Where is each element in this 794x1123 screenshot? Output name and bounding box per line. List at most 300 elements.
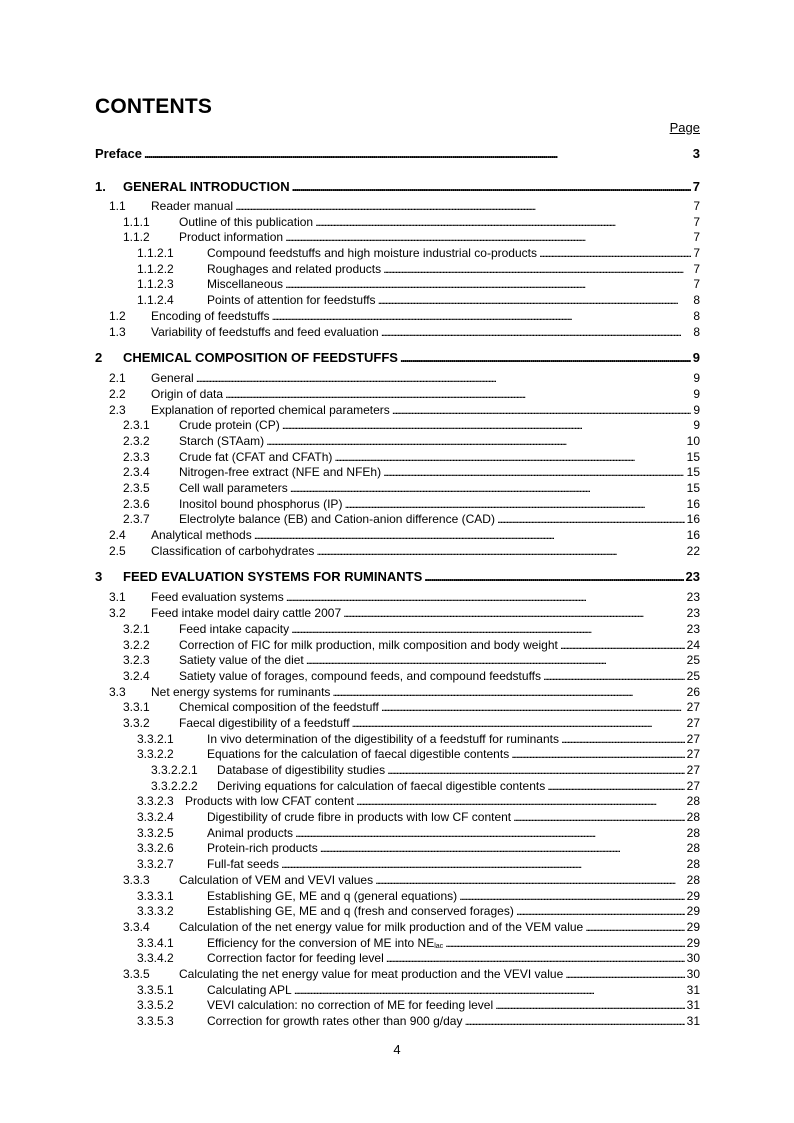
toc-entry-title-text: Deriving equations for calculation of faecal digestible contents — [217, 778, 546, 793]
dot-leader — [543, 669, 685, 685]
toc-entry-title — [179, 873, 373, 889]
toc-entry-number: 1.1.2.2 — [137, 261, 174, 276]
toc-entry-page: 3 — [692, 146, 700, 161]
dot-leader — [539, 246, 691, 262]
toc-entry[interactable] — [95, 512, 700, 528]
toc-entry-number: 3.3.2.2 — [137, 747, 174, 762]
toc-entry-number: 3.3.3 — [123, 872, 150, 887]
toc-entry-title-text: Chemical composition of the feedstuff — [179, 700, 379, 715]
dot-leader — [235, 199, 691, 215]
toc-entry-page: 29 — [686, 919, 700, 934]
toc-entry-page: 25 — [686, 668, 700, 683]
toc-entry-number: 3.3.2.3 — [137, 794, 174, 809]
toc-entry-page: 29 — [686, 904, 700, 919]
toc-entry-page: 23 — [686, 621, 700, 636]
toc-entry-title-text: Products with low CFAT content — [185, 794, 354, 809]
toc-entry-number: 3.3.5.3 — [137, 1014, 174, 1028]
toc-entry-title — [179, 716, 350, 732]
toc-entry[interactable] — [95, 951, 700, 967]
toc-entry[interactable] — [95, 732, 700, 748]
toc-entry-title — [151, 371, 194, 387]
toc-entry[interactable] — [95, 904, 700, 920]
page-title: CONTENTS — [95, 95, 213, 118]
toc-entry-number: 3.3.2.4 — [137, 810, 174, 825]
toc-entry[interactable] — [95, 826, 700, 842]
toc-entry-title-text: Digestibility of crude fibre in products with low CF content — [207, 810, 512, 825]
toc-entry[interactable] — [95, 794, 700, 810]
toc-entry-page: 23 — [686, 606, 700, 621]
toc-entry-title-text: Satiety value of forages, compound feeds, and compound feedstuffs — [179, 668, 542, 683]
toc-entry-title-text: Full-fat seeds — [207, 857, 280, 872]
toc-entry-number: 1.1.1 — [123, 214, 150, 229]
toc-entry-title-text: Animal products — [207, 825, 294, 840]
toc-entry[interactable] — [95, 293, 700, 309]
toc-entry-page: 26 — [686, 684, 700, 699]
toc-entry[interactable] — [95, 669, 700, 685]
dot-leader — [254, 528, 685, 544]
dot-leader — [464, 1014, 684, 1030]
toc-entry-title-text: VEVI calculation: no correction of ME for feeding level — [207, 998, 494, 1013]
toc-entry-number: 1.1 — [109, 199, 126, 213]
dot-leader — [565, 967, 684, 983]
toc-entry-title-text: In vivo determination of the digestibility of a feedstuff for ruminants — [207, 731, 559, 746]
toc-entry-title — [151, 544, 314, 560]
toc-entry-number: 1.1.2.1 — [137, 246, 174, 261]
toc-entry-page: 29 — [686, 888, 700, 903]
toc-entry-page: 15 — [686, 465, 700, 480]
toc-entry-title-text: Roughages and related products — [207, 261, 382, 276]
toc-entry-title — [217, 779, 545, 795]
toc-entry-title — [179, 418, 280, 434]
dot-leader — [424, 567, 683, 586]
toc-entry-title-text: Feed intake capacity — [179, 621, 290, 636]
toc-entry-number: 3 — [95, 569, 103, 585]
toc-entry-title — [207, 951, 384, 967]
dot-leader — [281, 857, 685, 873]
toc-entry-title — [179, 700, 379, 716]
toc-entry[interactable] — [95, 450, 700, 466]
toc-entry-title-text: Establishing GE, ME and q (fresh and conserved forages) — [207, 904, 514, 919]
toc-entry[interactable] — [95, 606, 700, 622]
toc-entry-page: 10 — [686, 433, 700, 448]
toc-entry-title — [151, 387, 223, 403]
toc-entry[interactable] — [95, 403, 700, 419]
dot-leader — [561, 732, 685, 748]
toc-entry-title — [179, 967, 563, 983]
toc-entry-title-text: Correction factor for feeding level — [207, 951, 384, 966]
toc-entry-title-text: Efficiency for the conversion of ME into NE — [207, 935, 435, 950]
toc-entry-title — [123, 348, 398, 367]
toc-entry[interactable] — [95, 465, 700, 481]
toc-entry-page: 31 — [686, 998, 700, 1013]
toc-entry-page: 8 — [693, 293, 700, 308]
toc-entry-page: 23 — [685, 569, 700, 585]
toc-entry-title — [207, 1014, 462, 1030]
toc-entry-title-text: Feed evaluation systems — [151, 590, 284, 605]
dot-leader — [352, 716, 685, 732]
toc-entry-page: 16 — [686, 512, 700, 527]
toc-entry-title — [151, 528, 252, 544]
dot-leader — [306, 653, 685, 669]
dot-leader — [285, 230, 691, 246]
toc-entry-page: 24 — [686, 637, 700, 652]
toc-entry-title-text: Database of digestibility studies — [217, 763, 386, 777]
toc-entry[interactable] — [95, 567, 700, 586]
toc-entry-page: 28 — [686, 794, 700, 809]
toc-entry[interactable] — [95, 434, 700, 450]
toc-entry-title — [151, 590, 284, 606]
dot-leader — [383, 465, 685, 481]
page-number: 4 — [393, 1042, 401, 1057]
toc-entry-subscript: lac — [434, 942, 444, 950]
toc-entry[interactable] — [95, 230, 700, 246]
toc-entry-number: 3.3 — [109, 684, 126, 699]
toc-entry-page: 7 — [693, 230, 700, 245]
toc-entry-page: 27 — [686, 731, 700, 746]
dot-leader — [291, 622, 685, 638]
toc-entry-title-text: Product information — [179, 230, 284, 245]
toc-entry-title-text: Net energy systems for ruminants — [151, 684, 331, 699]
dot-leader — [294, 983, 685, 999]
toc-entry[interactable] — [95, 779, 700, 795]
dot-leader — [378, 293, 692, 309]
dot-leader — [343, 606, 685, 622]
dot-leader — [560, 638, 685, 654]
dot-leader — [585, 920, 684, 936]
toc-entry-title — [207, 904, 514, 920]
toc-entry-page: 9 — [693, 371, 700, 386]
toc-entry-title — [207, 826, 293, 842]
toc-entry-number: 3.3.5 — [123, 966, 150, 981]
toc-entry-page: 31 — [686, 982, 700, 997]
toc-entry-page: 15 — [686, 481, 700, 495]
toc-entry[interactable] — [95, 144, 700, 163]
toc-entry-title-text: Equations for the calculation of faecal digestible contents — [207, 747, 510, 762]
toc-entry-title — [207, 293, 376, 309]
toc-entry-number: 3.3.1 — [123, 700, 150, 715]
toc-entry-page: 29 — [686, 935, 700, 950]
toc-entry-number: 2.3.1 — [123, 418, 150, 433]
dot-leader — [292, 177, 691, 196]
toc-entry-page: 7 — [693, 261, 700, 276]
toc-entry-title-text: Protein-rich products — [207, 841, 318, 856]
toc-entry-title — [151, 403, 390, 419]
dot-leader — [392, 403, 692, 419]
toc-entry-title — [123, 567, 422, 586]
toc-entry-number: 2.3.3 — [123, 449, 150, 464]
toc-entry-title — [151, 325, 379, 341]
toc-entry-number: 3.3.3.1 — [137, 888, 174, 903]
toc-entry-title-text: Starch (STAam) — [179, 433, 265, 448]
toc-entry-number: 3.3.4.1 — [137, 935, 174, 950]
toc-entry[interactable] — [95, 544, 700, 560]
dot-leader — [547, 779, 684, 795]
toc-entry-page: 16 — [686, 496, 700, 511]
toc-entry-title-text: Correction for growth rates other than 900 g/day — [207, 1014, 463, 1028]
toc-entry[interactable] — [95, 348, 700, 367]
toc-entry-page: 8 — [693, 308, 700, 323]
toc-entry-page: 27 — [686, 715, 700, 730]
toc-entry-title-text: GENERAL INTRODUCTION — [123, 179, 290, 194]
table-of-contents — [95, 144, 700, 1030]
toc-entry[interactable] — [95, 590, 700, 606]
toc-entry-page: 23 — [686, 590, 700, 605]
toc-entry[interactable] — [95, 387, 700, 403]
toc-entry-title-text: FEED EVALUATION SYSTEMS FOR RUMINANTS — [123, 569, 423, 585]
toc-entry-number: 2.2 — [109, 386, 126, 401]
toc-entry-title-text: Reader manual — [151, 199, 234, 213]
toc-entry-number: 1.2 — [109, 308, 126, 323]
dot-leader — [386, 951, 685, 967]
dot-leader — [375, 873, 685, 889]
toc-entry[interactable] — [95, 685, 700, 701]
toc-entry-title-text: Compound feedstuffs and high moisture industrial co-products — [207, 246, 537, 261]
toc-entry-number: 2.5 — [109, 543, 126, 558]
toc-entry[interactable] — [95, 967, 700, 983]
toc-entry-number: 2.3.2 — [123, 433, 150, 448]
toc-entry-number: 3.2.3 — [123, 653, 150, 668]
toc-entry-number: 2.3 — [109, 402, 126, 417]
toc-entry-page: 31 — [686, 1014, 700, 1028]
toc-entry-title — [207, 857, 279, 873]
toc-entry-title — [179, 622, 289, 638]
dot-leader — [334, 450, 684, 466]
dot-leader — [381, 700, 685, 716]
toc-entry-title — [207, 246, 537, 262]
dot-leader — [320, 841, 685, 857]
toc-entry-number: 2.3.7 — [123, 512, 150, 527]
toc-entry-title-text: Calculation of the net energy value for milk production and of the VEM value — [179, 919, 584, 934]
dot-leader — [196, 371, 692, 387]
toc-entry[interactable] — [95, 983, 700, 999]
toc-entry-page: 9 — [693, 386, 700, 401]
toc-entry[interactable] — [95, 936, 700, 952]
toc-entry[interactable] — [95, 841, 700, 857]
toc-entry-title — [179, 450, 332, 466]
toc-entry[interactable] — [95, 497, 700, 513]
toc-entry-title — [207, 889, 457, 905]
dot-leader — [381, 325, 692, 341]
toc-entry[interactable] — [95, 857, 700, 873]
toc-entry-page: 28 — [686, 825, 700, 840]
dot-leader — [400, 348, 691, 367]
toc-entry-number: 1.1.2 — [123, 230, 150, 245]
toc-entry-title-text: Establishing GE, ME and q (general equations) — [207, 888, 458, 903]
toc-entry-title — [179, 215, 313, 231]
toc-entry-title-text: Faecal digestibility of a feedstuff — [179, 715, 350, 730]
toc-entry[interactable] — [95, 889, 700, 905]
toc-entry[interactable] — [95, 638, 700, 654]
dot-leader — [497, 512, 685, 528]
toc-entry-title-text: Origin of data — [151, 386, 224, 401]
toc-entry-number: 1.1.2.4 — [137, 293, 174, 308]
toc-entry-title — [179, 653, 304, 669]
toc-entry-title — [123, 177, 290, 196]
toc-entry-page: 7 — [693, 246, 700, 261]
toc-entry[interactable] — [95, 277, 700, 293]
dot-leader — [225, 387, 691, 403]
toc-entry-title-text: Feed intake model dairy cattle 2007 — [151, 606, 342, 621]
toc-entry-number: 3.3.2.7 — [137, 857, 174, 872]
toc-entry[interactable] — [95, 215, 700, 231]
toc-entry-title-text: Satiety value of the diet — [179, 653, 304, 668]
dot-leader — [286, 590, 685, 606]
toc-entry-title — [179, 669, 541, 685]
toc-entry-title-text: Classification of carbohydrates — [151, 543, 315, 558]
dot-leader — [344, 497, 684, 513]
toc-entry-title-text: Calculating the net energy value for meat production and the VEVI value — [179, 966, 564, 981]
toc-entry[interactable] — [95, 309, 700, 325]
toc-entry-title — [151, 309, 270, 325]
toc-entry-title-text: General — [151, 371, 194, 386]
toc-entry-number: 1.3 — [109, 324, 126, 339]
toc-entry[interactable] — [95, 920, 700, 936]
toc-entry-number: 3.2.2 — [123, 637, 150, 652]
toc-entry-number: 3.3.2.2.1 — [151, 763, 198, 777]
toc-entry[interactable] — [95, 873, 700, 889]
toc-entry-page: 22 — [686, 543, 700, 558]
toc-entry[interactable] — [95, 653, 700, 669]
toc-entry-page: 8 — [693, 324, 700, 339]
toc-entry[interactable] — [95, 481, 700, 497]
toc-entry-title-text: Cell wall parameters — [179, 481, 288, 495]
toc-entry-number: 2.3.4 — [123, 465, 150, 480]
toc-entry-number: 3.3.5.2 — [137, 998, 174, 1013]
toc-entry[interactable] — [95, 199, 700, 215]
toc-entry-page: 28 — [686, 872, 700, 887]
toc-entry-page: 27 — [686, 747, 700, 762]
toc-entry-title — [207, 841, 318, 857]
toc-entry[interactable] — [95, 998, 700, 1014]
toc-entry-title — [179, 920, 583, 936]
dot-leader — [387, 763, 685, 779]
toc-entry[interactable] — [95, 1014, 700, 1030]
toc-entry-page: 16 — [686, 528, 700, 543]
page-column-label: Page — [669, 120, 700, 135]
toc-entry-title-text: Variability of feedstuffs and feed evaluation — [151, 324, 379, 339]
toc-entry-title — [179, 434, 264, 450]
toc-entry-page: 7 — [693, 277, 700, 292]
toc-entry-number: 3.2.4 — [123, 668, 150, 683]
toc-entry-title — [179, 230, 283, 246]
toc-entry-title-text: Correction of FIC for milk production, milk composition and body weight — [179, 637, 558, 652]
dot-leader — [282, 418, 692, 434]
toc-entry-title-text: Calculation of VEM and VEVI values — [179, 872, 374, 887]
dot-leader — [516, 904, 685, 920]
toc-entry[interactable] — [95, 418, 700, 434]
toc-entry-number: 2.4 — [109, 528, 126, 543]
toc-entry-number: 3.3.4.2 — [137, 951, 174, 966]
toc-entry[interactable] — [95, 622, 700, 638]
toc-entry-title-text: Outline of this publication — [179, 214, 314, 229]
toc-entry[interactable] — [95, 763, 700, 779]
toc-entry-page: 7 — [693, 199, 700, 213]
toc-entry-number: 3.3.2 — [123, 715, 150, 730]
toc-entry-title — [207, 747, 509, 763]
toc-entry[interactable] — [95, 262, 700, 278]
toc-entry-number: 3.3.3.2 — [137, 904, 174, 919]
toc-entry-title-text: Points of attention for feedstuffs — [207, 293, 376, 308]
dot-leader — [459, 889, 684, 905]
toc-entry-page: 28 — [686, 857, 700, 872]
toc-entry-page: 28 — [686, 810, 700, 825]
toc-entry-title — [151, 606, 341, 622]
toc-entry-title — [207, 277, 283, 293]
toc-entry-number: 3.3.2.2.2 — [151, 778, 198, 793]
toc-entry-number: 2.3.6 — [123, 496, 150, 511]
toc-entry-number: 3.1 — [109, 590, 126, 605]
dot-leader — [266, 434, 685, 450]
toc-entry[interactable] — [95, 747, 700, 763]
toc-entry-title-text: Crude protein (CP) — [179, 418, 280, 433]
dot-leader — [495, 998, 684, 1014]
toc-entry-page: 30 — [686, 951, 700, 966]
dot-leader — [316, 544, 684, 560]
toc-entry-title-text: Explanation of reported chemical parameters — [151, 402, 390, 417]
toc-entry-number: 2 — [95, 350, 103, 366]
dot-leader — [315, 215, 691, 231]
toc-entry-title — [95, 144, 142, 163]
toc-entry[interactable] — [95, 246, 700, 262]
toc-entry-title — [151, 685, 330, 701]
toc-entry-page: 27 — [686, 700, 700, 715]
toc-entry-page: 25 — [686, 653, 700, 668]
toc-entry-number: 3.3.2.6 — [137, 841, 174, 856]
toc-entry-page: 27 — [686, 763, 700, 777]
toc-entry-number: 3.3.5.1 — [137, 982, 174, 997]
toc-entry-title-text: Miscellaneous — [207, 277, 284, 292]
toc-entry[interactable] — [95, 528, 700, 544]
toc-entry[interactable] — [95, 177, 700, 196]
toc-entry[interactable] — [95, 810, 700, 826]
toc-entry[interactable] — [95, 716, 700, 732]
toc-entry-number: 1. — [95, 179, 106, 194]
toc-entry-title — [207, 998, 493, 1014]
toc-entry-page: 9 — [692, 350, 700, 366]
toc-entry-title — [179, 512, 495, 528]
toc-entry-title-text: Nitrogen-free extract (NFE and NFEh) — [179, 465, 382, 480]
dot-leader — [511, 747, 684, 763]
toc-entry-page: 30 — [686, 966, 700, 981]
toc-entry-title — [185, 794, 354, 810]
toc-entry-page: 27 — [686, 778, 700, 793]
toc-entry-number: 2.3.5 — [123, 481, 150, 495]
toc-entry-title-text: Preface — [95, 146, 142, 161]
toc-entry-title-text: Crude fat (CFAT and CFATh) — [179, 449, 333, 464]
toc-entry-number: 3.3.2.5 — [137, 825, 174, 840]
toc-entry-page: 9 — [693, 418, 700, 433]
toc-entry-number: 3.2 — [109, 606, 126, 621]
toc-entry-number: 3.3.2.1 — [137, 731, 174, 746]
dot-leader — [272, 309, 692, 325]
toc-entry-title-text: Encoding of feedstuffs — [151, 308, 270, 323]
dot-leader — [383, 262, 691, 278]
toc-entry-title-text: Calculating APL — [207, 982, 292, 997]
toc-entry-page: 15 — [686, 449, 700, 464]
toc-entry[interactable] — [95, 700, 700, 716]
toc-entry-page: 7 — [692, 179, 700, 194]
dot-leader — [290, 481, 685, 497]
toc-entry-title — [179, 481, 288, 497]
toc-entry-title — [179, 497, 342, 513]
toc-entry-title — [151, 199, 233, 215]
toc-entry[interactable] — [95, 325, 700, 341]
dot-leader — [295, 826, 685, 842]
toc-entry[interactable] — [95, 371, 700, 387]
toc-entry-number: 3.3.4 — [123, 919, 150, 934]
dot-leader — [332, 685, 684, 701]
toc-entry-number: 1.1.2.3 — [137, 277, 174, 292]
